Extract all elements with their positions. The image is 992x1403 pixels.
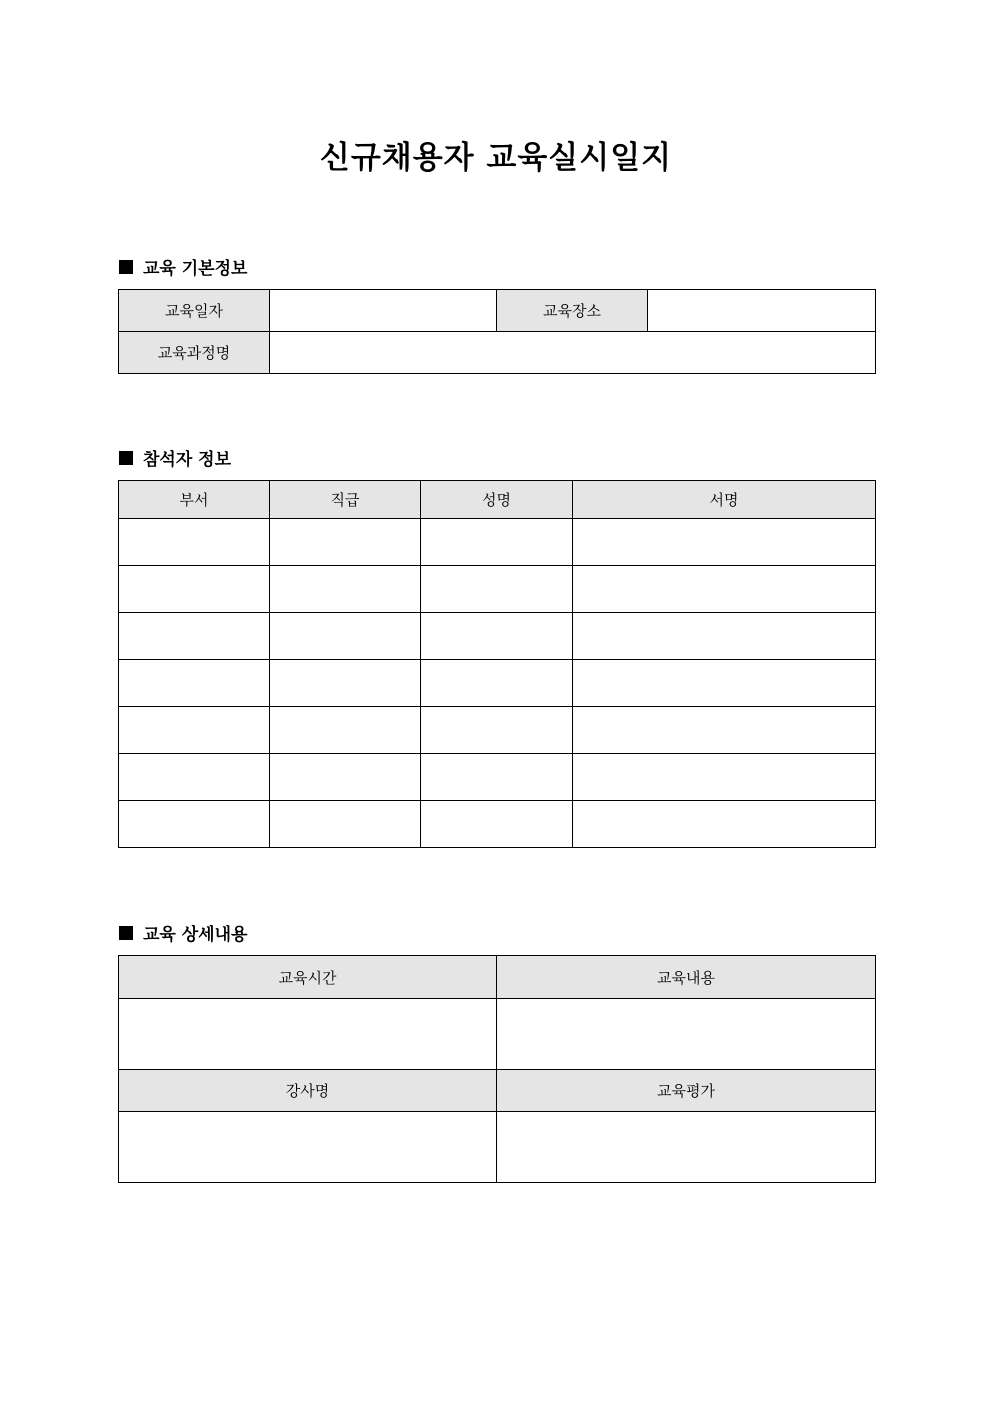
section-heading-label: 참석자 정보 [143, 450, 232, 470]
education-time-field[interactable] [119, 999, 497, 1070]
rank-cell[interactable] [270, 519, 421, 566]
section-heading-label: 교육 기본정보 [143, 259, 248, 279]
section-heading-label: 교육 상세내용 [143, 925, 248, 945]
department-cell[interactable] [119, 660, 270, 707]
education-time-label: 교육시간 [119, 956, 497, 999]
table-row [119, 566, 876, 613]
rank-cell[interactable] [270, 754, 421, 801]
rank-cell[interactable] [270, 566, 421, 613]
course-name-label: 교육과정명 [119, 332, 270, 374]
table-row [119, 801, 876, 848]
instructor-field[interactable] [119, 1112, 497, 1183]
name-cell[interactable] [421, 566, 573, 613]
education-date-label: 교육일자 [119, 290, 270, 332]
department-cell[interactable] [119, 801, 270, 848]
instructor-label: 강사명 [119, 1070, 497, 1112]
department-cell[interactable] [119, 519, 270, 566]
name-cell[interactable] [421, 801, 573, 848]
name-cell[interactable] [421, 660, 573, 707]
signature-cell[interactable] [573, 613, 876, 660]
square-bullet-icon [119, 926, 133, 940]
department-cell[interactable] [119, 566, 270, 613]
course-name-field[interactable] [270, 332, 876, 374]
rank-cell[interactable] [270, 707, 421, 754]
name-cell[interactable] [421, 519, 573, 566]
basic-info-table [118, 289, 876, 374]
name-cell[interactable] [421, 754, 573, 801]
signature-cell[interactable] [573, 566, 876, 613]
signature-cell[interactable] [573, 801, 876, 848]
table-row [119, 707, 876, 754]
table-row [119, 754, 876, 801]
section-heading-attendees [119, 445, 231, 470]
evaluation-label: 교육평가 [497, 1070, 876, 1112]
column-header-rank: 직급 [270, 481, 421, 519]
education-date-field[interactable] [270, 290, 497, 332]
table-row [119, 613, 876, 660]
attendees-header-row [119, 481, 876, 519]
signature-cell[interactable] [573, 660, 876, 707]
square-bullet-icon [119, 451, 133, 465]
signature-cell[interactable] [573, 754, 876, 801]
page-title: 신규채용자 교육실시일지 [319, 140, 673, 176]
department-cell[interactable] [119, 754, 270, 801]
rank-cell[interactable] [270, 660, 421, 707]
table-row [119, 519, 876, 566]
department-cell[interactable] [119, 707, 270, 754]
education-place-field[interactable] [648, 290, 876, 332]
name-cell[interactable] [421, 707, 573, 754]
education-content-field[interactable] [497, 999, 876, 1070]
square-bullet-icon [119, 260, 133, 274]
evaluation-field[interactable] [497, 1112, 876, 1183]
section-heading-detail [119, 920, 247, 945]
education-place-label: 교육장소 [497, 290, 648, 332]
name-cell[interactable] [421, 613, 573, 660]
signature-cell[interactable] [573, 707, 876, 754]
column-header-signature: 서명 [573, 481, 876, 519]
department-cell[interactable] [119, 613, 270, 660]
section-heading-basic-info [119, 254, 247, 279]
table-row [119, 660, 876, 707]
column-header-name: 성명 [421, 481, 573, 519]
education-content-label: 교육내용 [497, 956, 876, 999]
rank-cell[interactable] [270, 801, 421, 848]
rank-cell[interactable] [270, 613, 421, 660]
column-header-department: 부서 [119, 481, 270, 519]
attendees-table [118, 480, 876, 848]
detail-table [118, 955, 876, 1183]
signature-cell[interactable] [573, 519, 876, 566]
